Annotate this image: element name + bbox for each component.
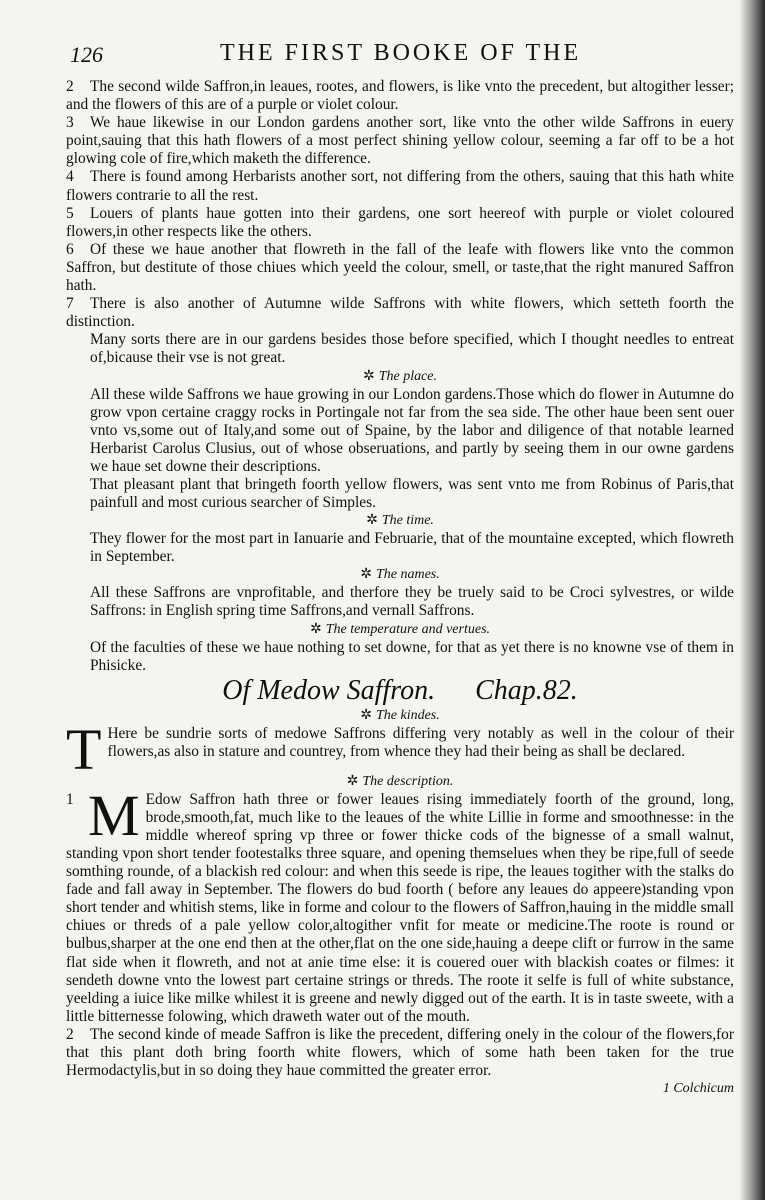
catchword: 1 Colchicum [662, 1081, 734, 1097]
heading-temperature: ✲ The temperature and vertues. [309, 621, 491, 637]
page-header [70, 40, 730, 68]
place-paragraph-2: That pleasant plant that bringeth foorth yellow flowers, was sent vnto me from Robinus of Paris,that painfull and most curious searcher of Simples. [90, 475, 734, 512]
description-paragraph-1: 1 M Edow Saffron hath three or fower leaues rising immediately foorth of the ground, long, brode,smooth,fat, much like to the leaues of the white Lillie in forme and smoothnesse: in the middle whereof spring vp three or fower thicke cods of the bignesse of a small walnut, standing vpon short tender footestalks three square, and opening themselues when they be ripe,full of seede somthing rounde, of a blackish red colour: and when this seede is ripe, the leaues togither with the stalks do fade and fall away in September. The flowers do bud foorth ( before any leaues do appeere)standing vpon short tender and whitish stems, like in forme and colour to the flowers of Saffron,hauing in the middle small chiues or threds of a pale yellow color,altogither vnfit for meate or medicine.The roote is round or bulbus,sharper at the one end then at the other,flat on the one side,hauing a deepe clift or furrow in the same flat side when it flowreth, and not at anie time else: it is couered ouer with blackish coates or filmes: it sendeth downe vnto the lowest part certaine strings or threds. The roote it selfe is full of white substance, yeelding a iuice like milke whilest it is greene and newly digged out of the earth. It is in taste sweete, with a little bitternesse folowing, which draweth water out of the mouth. [66, 782, 734, 1025]
place-paragraph-1: All these wilde Saffrons we haue growing in our London gardens.Those which do flower in Autumne do grow vpon certaine craggy rocks in Portingale not far from the sea side. The other haue been sent ouer vnto vs,some out of Italy,and some out of Spaine, by the labor and diligence of that notable learned Herbarist Carolus Clusius, out of whose obseruations, and partly by seeing them in our owne gardens we haue set downe their descriptions. [90, 385, 734, 475]
time-paragraph: They flower for the most part in Ianuarie and Februarie, that of the mountaine excepted, which flowreth in September. [90, 530, 734, 566]
names-paragraph: All these Saffrons are vnprofitable, and therfore they be truely said to be Croci sylvestres, or wilde Saffrons: in English spring time Saffrons,and vernall Saffrons. [90, 584, 734, 620]
chapter-title: Of Medow Saffron. Chap.82. [222, 674, 578, 706]
chapter-number: Chap.82. [475, 674, 578, 706]
paragraph-6: 6 Of these we haue another that flowreth in the fall of the leafe with flowers like vnto the common Saffron, but destitute of those chiues which yeeld the colour, smell, or taste,that the right manured Saffron hath. [66, 240, 734, 295]
kindes-paragraph: T Here be sundrie sorts of medowe Saffrons differing very notably as well in the colour of their flowers,as also in stature and countrey, from whence they had their being as shall be declared. [66, 716, 734, 782]
description-paragraph-2: 2 The second kinde of meade Saffron is like the precedent, differing onely in the colour of the flowers,for that this plant doth bring foorth white flowers, which of some hath been taken for the true Hermodactylis,but in so doing they haue committed the greater error. [66, 1025, 734, 1080]
heading-the-names: ✲ The names. [360, 567, 440, 583]
asterism-icon: ✲ [360, 567, 372, 583]
heading-the-place: ✲ The place. [362, 368, 438, 384]
asterism-icon: ✲ [346, 773, 359, 789]
asterism-icon: ✲ [360, 707, 372, 723]
heading-the-description: ✲ The description. [346, 773, 454, 789]
paragraph-5: 5 Louers of plants haue gotten into their gardens, one sort heereof with purple or violet coloured flowers,in other respects like the others. [66, 204, 734, 240]
asterism-icon: ✲ [362, 368, 375, 384]
paragraph-3: 3 We haue likewise in our London gardens another sort, like vnto the other wilde Saffrons in euery point,sauing that this hath flowers of a most perfect shining yellow colour, seeming a far off to be a hot glowing cole of fire,which maketh the difference. [66, 114, 734, 168]
body-text [66, 78, 734, 1098]
page-number: 126 [70, 42, 103, 67]
paragraph-7: 7 There is also another of Autumne wilde Saffrons with white flowers, which setteth foorth the distinction. [66, 295, 734, 331]
paragraph-2: 2 The second wilde Saffron,in leaues, rootes, and flowers, is like vnto the precedent, but altogither lesser; and the flowers of this are of a purple or violet colour. [66, 78, 734, 114]
page-gutter-shadow [739, 0, 765, 1200]
temperature-paragraph: Of the faculties of these we haue nothing to set downe, for that as yet there is no knowne vse of them in Phisicke. [90, 638, 734, 674]
paragraph-many-sorts: Many sorts there are in our gardens besides those before specified, which I thought needles to entreat of,bicause their vse is not great. [90, 331, 734, 367]
asterism-icon: ✲ [366, 513, 378, 529]
drop-cap-t: T [66, 716, 102, 782]
asterism-icon: ✲ [309, 621, 322, 637]
heading-the-kindes: ✲ The kindes. [360, 707, 440, 723]
running-head: THE FIRST BOOKE OF THE [220, 40, 582, 66]
heading-the-time: ✲ The time. [366, 513, 434, 529]
drop-cap-m: M [88, 782, 140, 848]
paragraph-4: 4 There is found among Herbarists another sort, not differing from the others, sauing that this hath white flowers contrarie to all the rest. [66, 168, 734, 204]
